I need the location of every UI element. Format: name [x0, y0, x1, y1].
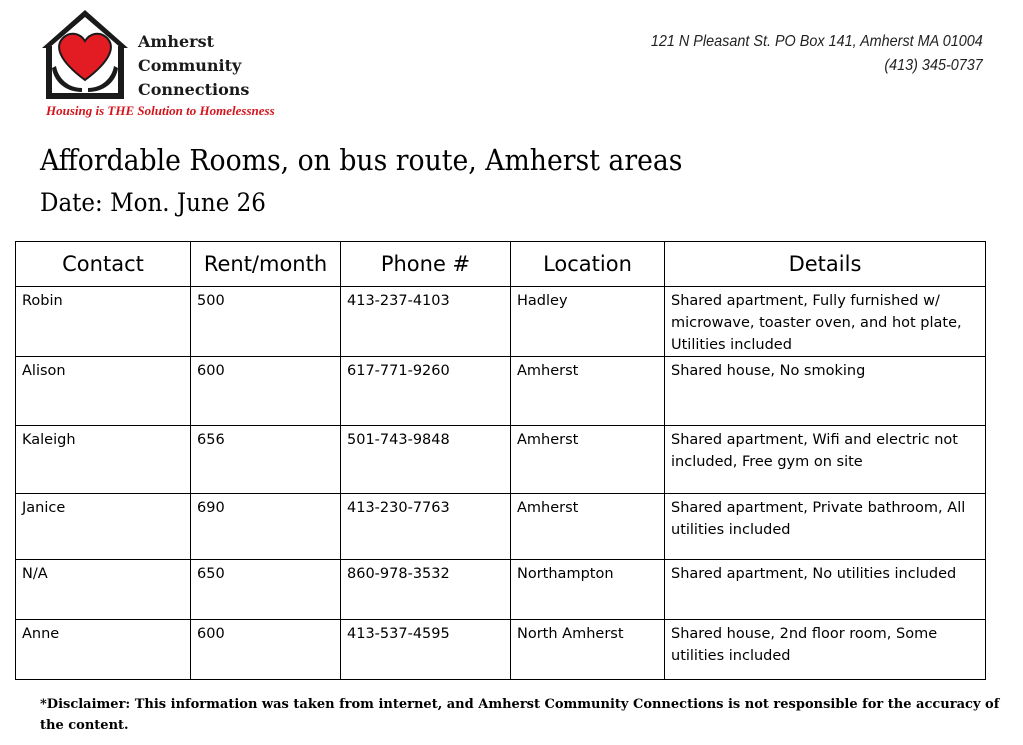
- cell-location: Hadley: [511, 287, 665, 357]
- cell-rent: 690: [191, 494, 341, 560]
- table-row: [16, 357, 986, 426]
- cell-details: Shared apartment, Wifi and electric not included, Free gym on site: [665, 426, 986, 494]
- cell-rent: 600: [191, 620, 341, 680]
- address-line: 121 N Pleasant St. PO Box 141, Amherst MA 01004: [651, 33, 983, 50]
- table-row: [16, 560, 986, 620]
- column-header-location: Location: [511, 242, 665, 287]
- cell-details: Shared apartment, No utilities included: [665, 560, 986, 620]
- cell-rent: 650: [191, 560, 341, 620]
- org-name-line: Connections: [138, 80, 250, 99]
- cell-phone: 501-743-9848: [341, 426, 511, 494]
- cell-rent: 600: [191, 357, 341, 426]
- cell-rent: 500: [191, 287, 341, 357]
- column-header-details: Details: [665, 242, 986, 287]
- cell-location: North Amherst: [511, 620, 665, 680]
- column-header-rent: Rent/month: [191, 242, 341, 287]
- cell-location: Northampton: [511, 560, 665, 620]
- listings-table: [15, 241, 986, 680]
- org-name-line: Amherst: [138, 32, 214, 51]
- cell-contact: Anne: [16, 620, 191, 680]
- table-row: [16, 620, 986, 680]
- disclaimer-text: *Disclaimer: This information was taken from internet, and Amherst Community Connections is not responsible for the accuracy of the content.: [40, 697, 1000, 733]
- cell-contact: Robin: [16, 287, 191, 357]
- cell-phone: 617-771-9260: [341, 357, 511, 426]
- cell-details: Shared apartment, Private bathroom, All utilities included: [665, 494, 986, 560]
- org-address: [651, 30, 983, 78]
- house-heart-hands-icon: [38, 8, 133, 103]
- column-header-contact: Contact: [16, 242, 191, 287]
- column-header-phone: Phone #: [341, 242, 511, 287]
- cell-contact: Janice: [16, 494, 191, 560]
- table-row: [16, 494, 986, 560]
- page-title: Affordable Rooms, on bus route, Amherst areas: [40, 143, 683, 177]
- org-logo: [38, 8, 303, 120]
- cell-contact: Alison: [16, 357, 191, 426]
- page-date: Date: Mon. June 26: [40, 188, 266, 217]
- cell-details: Shared house, 2nd floor room, Some utilities included: [665, 620, 986, 680]
- cell-details: Shared apartment, Fully furnished w/ microwave, toaster oven, and hot plate, Utilities included: [665, 287, 986, 357]
- org-name: [138, 30, 249, 102]
- cell-location: Amherst: [511, 494, 665, 560]
- cell-contact: N/A: [16, 560, 191, 620]
- table-row: [16, 426, 986, 494]
- org-tagline: Housing is THE Solution to Homelessness: [46, 103, 275, 118]
- cell-rent: 656: [191, 426, 341, 494]
- cell-details: Shared house, No smoking: [665, 357, 986, 426]
- cell-location: Amherst: [511, 426, 665, 494]
- phone-line: (413) 345-0737: [884, 57, 983, 74]
- cell-phone: 413-237-4103: [341, 287, 511, 357]
- cell-location: Amherst: [511, 357, 665, 426]
- table-row: [16, 287, 986, 357]
- cell-phone: 413-537-4595: [341, 620, 511, 680]
- table-header-row: [16, 242, 986, 287]
- cell-phone: 413-230-7763: [341, 494, 511, 560]
- cell-phone: 860-978-3532: [341, 560, 511, 620]
- cell-contact: Kaleigh: [16, 426, 191, 494]
- org-name-line: Community: [138, 56, 242, 75]
